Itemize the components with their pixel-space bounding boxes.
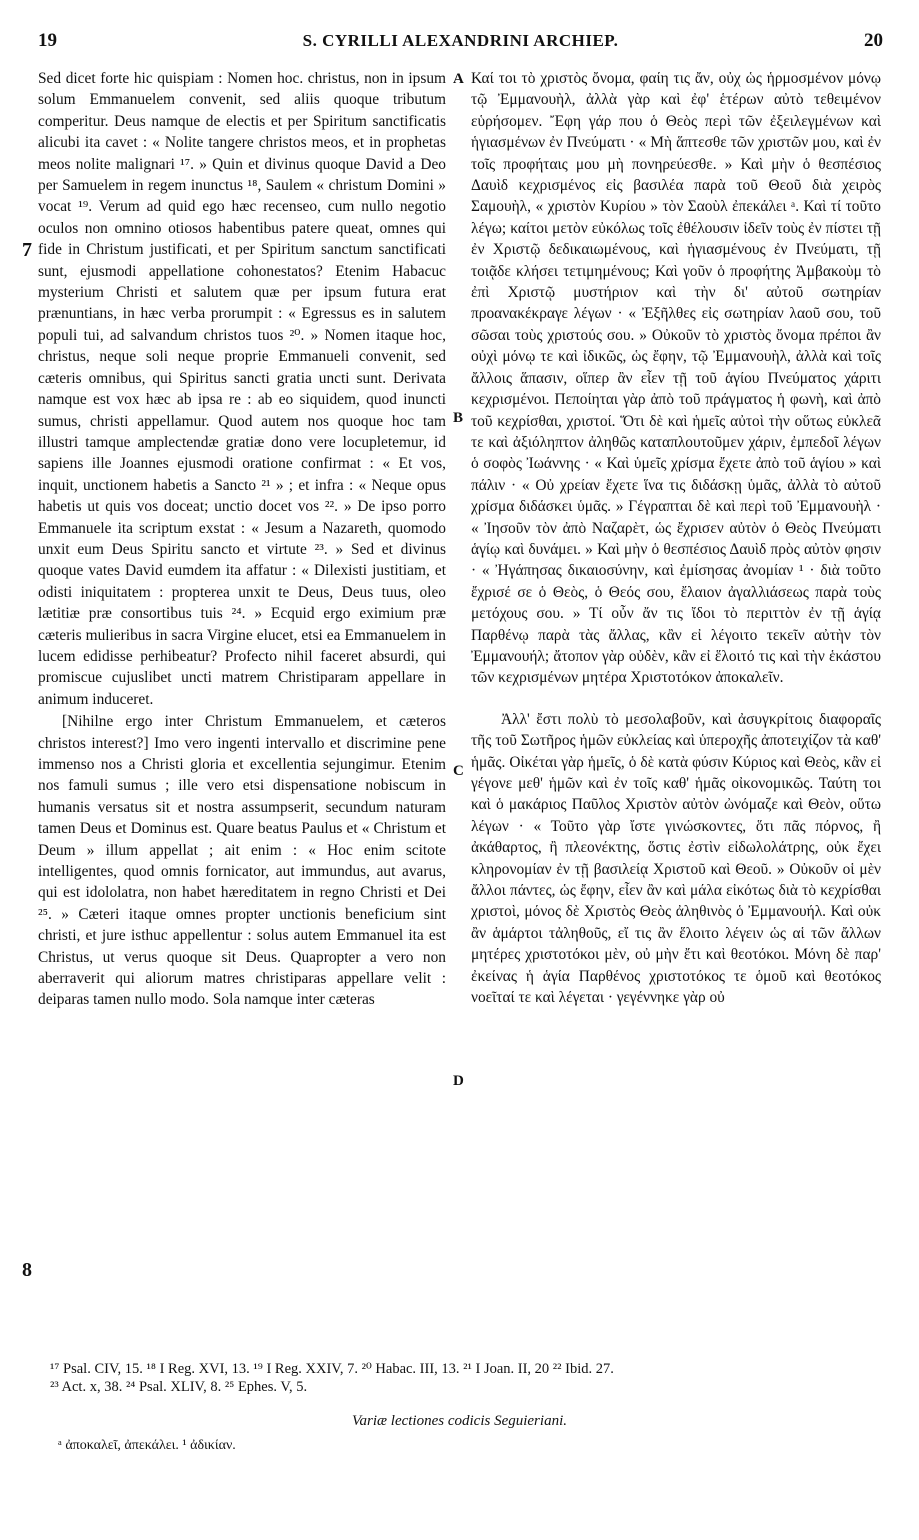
latin-column — [38, 68, 446, 1011]
margin-letter-c: C — [453, 763, 464, 779]
margin-letter-d: D — [453, 1073, 464, 1089]
page-number-right: 20 — [864, 30, 883, 51]
footnotes — [50, 1360, 900, 1396]
latin-paragraph-1: Sed dicet forte hic quispiam : Nomen hoc. christus, non in ipsum solum Emmanuelem convenit, sed aliis quoque tributum comperitur. Deus namque de electis et per Spiritum sanctificatis alicubi ita cavet : « Nolite tangere christos meos, et in prophetas meos nolite malignari ¹⁷. » Quin et divinus quoque David a Deo per Samuelem in regem inunctus ¹⁸, Saulem « christum Domini » vocat ¹⁹. Verum ad quid ego hæc recenseo, cum nullo negotio oculos non omnino otiosos habentibus patere queat, omnes qui fide in Christum justificati, et per Spiritum sanctum sanctificati sunt, ejusmodi appellatione cohonestatos? Etenim Habacuc mysterium Christi et salutem quæ per ipsum futura erat prænuntians, in hæc verba prorumpit : « Egressus es in salutem populi tui, ad salvandum christos tuos ²⁰. » Nomen itaque hoc, christus, neque soli neque proprie Emmanueli convenit, sed cæteris omnibus, qui Spiritus sancti gratia uncti sunt. Derivata namque est vox hæc ab ipsa re : ab eo siquidem, quod inuncti sumus, christi appellamur. Quod autem nos quoque hoc tam illustri tamque amplectendæ gratiæ dono vere locupletemur, id sapiens ille Joannes ejusmodi oratione confirmat : « Et vos, inquit, unctionem habetis a Sancto ²¹ » ; et infra : « Neque opus habetis ut quis vos doceat; unctio docet vos ²². » De ipso porro Emmanuele ita scriptum exstat : « Jesum a Nazareth, quomodo unxit eum Deus Spiritu sancto et virtute ²³. » Sed et divinus quoque vates David eumdem ita affatur : « Dilexisti justitiam, et odisti iniquitatem : propterea unxit te Deus, Deus tuus, oleo lætitiæ præ consortibus tuis ²⁴. » Ecquid ergo eximium præ cæteris mulieribus in sacra Virgine elucet, etsi ea Emmanuelem in lucem edidisse perhibeatur? Profecto nihil faceret absurdi, qui promiscue cujuslibet uncti matrem Christiparam appellare in animum induceret. — [38, 70, 446, 708]
latin-paragraph-2: [Nihilne ergo inter Christum Emmanuelem, et cæteros christos interest?] Imo vero ingenti intervallo et discrimine pene immenso nos a Christi gloria et excellentia sejungimur. Etenim nos famuli sumus ; ille vero etsi dispensatione nobiscum in humanis versatus sit et nostra assumpserit, secundum naturam tamen Deus et Dominus est. Quare beatus Paulus et « Christum et Deum » illum appellat ; ait enim : « Hoc enim scitote intelligentes, quod omnis fornicator, aut immundus, aut avarus, qui est idololatra, non habet hæreditatem in regno Christi et Dei ²⁵. » Cæteri itaque omnes propter unctionis beneficium sint christi, et jure isthuc appellentur : solus autem Emmanuel ita est Christus, ut verus quoque sit Deus. Quapropter a vero non aberraverit qui aliorum matres christiparas appellare velit : deiparas tamen nullo modo. Sola namque inter cæteras — [38, 713, 446, 1009]
footnote-line-1: ¹⁷ Psal. CIV, 15. ¹⁸ I Reg. XVI, 13. ¹⁹ I Reg. XXIV, 7. ²⁰ Habac. III, 13. ²¹ I Joan. II, 20 ²² Ibid. 27. — [50, 1361, 614, 1377]
variants-title: Variæ lectiones codicis Seguieriani. — [352, 1413, 567, 1429]
column-number-8: 8 — [22, 1259, 32, 1281]
margin-letter-a: A — [453, 71, 464, 87]
greek-paragraph-1: Καί τοι τὸ χριστὸς ὄνομα, φαίη τις ἄν, οὐχ ὡς ἡρμοσμένον μόνῳ τῷ Ἐμμανουὴλ, ἀλλὰ γὰρ καὶ ἐφ' ἑτέρων αὐτὸ τεθειμένον εὑρήσομεν. Ἔφη γάρ που ὁ Θεὸς περὶ τῶν ἐξειλεγμένων καὶ ἡγιασμένων ἐν Πνεύματι · « Μὴ ἅπτεσθε τῶν χριστῶν μου, καὶ ἐν τοῖς προφήταις μου μὴ πονηρεύεσθε. » Καὶ μὴν ὁ θεσπέσιος Δαυὶδ κεχρισμένος εἰς βασιλέα παρὰ τοῦ Θεοῦ διὰ χειρὸς Σαμουὴλ, « χριστὸν Κυρίου » τὸν Σαοὺλ ἐπεκάλει ᵃ. Καὶ τί τοῦτο λέγω; καίτοι μετὸν εὐκόλως τοῖς ἐθέλουσιν ἰδεῖν τοὺς ἐν πίστει τῇ ἐν Χριστῷ δεδικαιωμένους, καὶ ἡγιασμένους ἐν Πνεύματι, τῇ τοιᾷδε κλήσει τετιμημένους; Καὶ γοῦν ὁ προφήτης Ἀμβακοὺμ τὸ ἐπὶ Χριστῷ μυστήριον καὶ τὴν δι' αὐτοῦ σωτηρίαν προανακέκραγε λέγων · « Ἐξῆλθες εἰς σωτηρίαν λαοῦ σου, τοῦ σῶσαι τοὺς χριστούς σου. » Οὐκοῦν τὸ χριστὸς ὄνομα πρέποι ἂν οὐχὶ μόνῳ τε καὶ ἰδικῶς, ὡς ἔφην, τῷ Ἐμμανουὴλ, ἀλλὰ καὶ τοῖς ἄλλοις ἅπασιν, οἵπερ ἂν εἶεν τῇ τοῦ ἁγίου Πνεύματος χάριτι κεχρισμένοι. Πεποίηται γὰρ ἀπὸ τοῦ πράγματος ἡ φωνὴ, καὶ ἀπὸ τοῦ κεχρίσθαι, χριστοί. Ὅτι δὲ καὶ ἡμεῖς αὐτοὶ τὴν οὕτως εὐκλεᾶ τε καὶ ἀξιόληπτον ἀληθῶς καταπλουτοῦμεν χάριν, ἐμπεδοῖ λέγων ὁ σοφὸς Ἰωάννης · « Καὶ ὑμεῖς χρίσμα ἔχετε ἀπὸ τοῦ ἁγίου » καὶ πάλιν · « Οὐ χρείαν ἔχετε ἵνα τις διδάσκῃ ὑμᾶς, ἀλλὰ τὸ αὐτοῦ χρίσμα διδάσκει ὑμᾶς. » Γέγραπται δὲ καὶ περὶ τοῦ Ἐμμανουὴλ · « Ἰησοῦν τὸν ἀπὸ Ναζαρὲτ, ὡς ἔχρισεν αὐτὸν ὁ Θεὸς Πνεύματι ἁγίῳ καὶ δυνάμει. » Καὶ μὴν ὁ θεσπέσιος Δαυὶδ πρὸς αὐτὸν φησιν · « Ἠγάπησας δικαιοσύνην, καὶ ἐμίσησας ἀνομίαν ¹ · διὰ τοῦτο ἔχρισέ σε ὁ Θεὸς, ὁ Θεός σου, ἔλαιον ἀγαλλιάσεως παρὰ τοὺς μετόχους σου. » Τί οὖν ἄν τις ἴδοι τὸ περιττὸν ἐν τῇ ἁγίᾳ Παρθένῳ παρὰ τὰς ἄλλας, κἂν εἰ λέγοιτο τεκεῖν αὐτὴν τὸν Ἐμμανουήλ; ἄτοπον γὰρ οὐδὲν, κἂν εἰ ἕλοιτό τις καὶ τὴν ἑκάστου τῶν κεχρισμένων μητέρα Χριστοτόκον ἀποκαλεῖν. — [471, 70, 881, 687]
running-title: S. CYRILLI ALEXANDRINI ARCHIEP. — [302, 31, 619, 50]
greek-column — [471, 68, 881, 1008]
footnote-line-2: ²³ Act. x, 38. ²⁴ Psal. XLIV, 8. ²⁵ Ephes. V, 5. — [50, 1379, 308, 1395]
page-number-left: 19 — [38, 30, 57, 51]
running-header — [38, 30, 883, 54]
variants-line: ᵃ ἀποκαλεῖ, ἀπεκάλει. ¹ ἀδικίαν. — [58, 1438, 236, 1453]
greek-paragraph-2: Ἀλλ' ἔστι πολὺ τὸ μεσολαβοῦν, καὶ ἀσυγκρίτοις διαφοραῖς τῆς τοῦ Σωτῆρος ἡμῶν εὐκλείας καὶ ὑπεροχῆς ἀποτειχίζον τὰ καθ' ἡμᾶς. Οἰκέται γὰρ ἡμεῖς, ὁ δὲ κατὰ φύσιν Κύριος καὶ Θεὸς, κἂν εἰ γέγονε μεθ' ἡμῶν καὶ ἐν τοῖς καθ' ἡμᾶς οἰκονομικῶς. Ταύτη τοι καὶ ὁ μακάριος Παῦλος Χριστὸν αὐτὸν ὠνόμαζε καὶ Θεὸν, οὕτω λέγων · « Τοῦτο γὰρ ἴστε γινώσκοντες, ὅτι πᾶς πόρνος, ἢ ἀκάθαρτος, ἢ πλεονέκτης, ὅστις ἐστὶν εἰδωλολάτρης, οὐκ ἔχει κληρονομίαν ἐν τῇ βασιλείᾳ Χριστοῦ καὶ Θεοῦ. » Οὐκοῦν οἱ μὲν ἄλλοι πάντες, ὡς ἔφην, εἶεν ἂν καὶ μάλα εἰκότως διὰ τὸ κεχρίσθαι χριστοὶ, μόνος δὲ Χριστὸς Θεὸς ἀληθινὸς ὁ Ἐμμανουήλ. Καὶ οὐκ ἂν ἁμάρτοι τἀληθοῦς, εἴ τις ἂν ἕλοιτο λέγειν ὡς αἱ τῶν ἄλλων μητέρες χριστοτόκοι μὲν, οὐ μὴν ἔτι καὶ θεοτόκοι. Μόνη δὲ παρ' ἐκείνας ἡ ἁγία Παρθένος χριστοτόκος τε ὁμοῦ καὶ θεοτόκος νοεῖταί τε καὶ λέγεται · γεγέννηκε γὰρ οὐ — [471, 710, 881, 1007]
margin-letter-b: B — [453, 410, 464, 426]
column-number-7: 7 — [22, 239, 32, 261]
